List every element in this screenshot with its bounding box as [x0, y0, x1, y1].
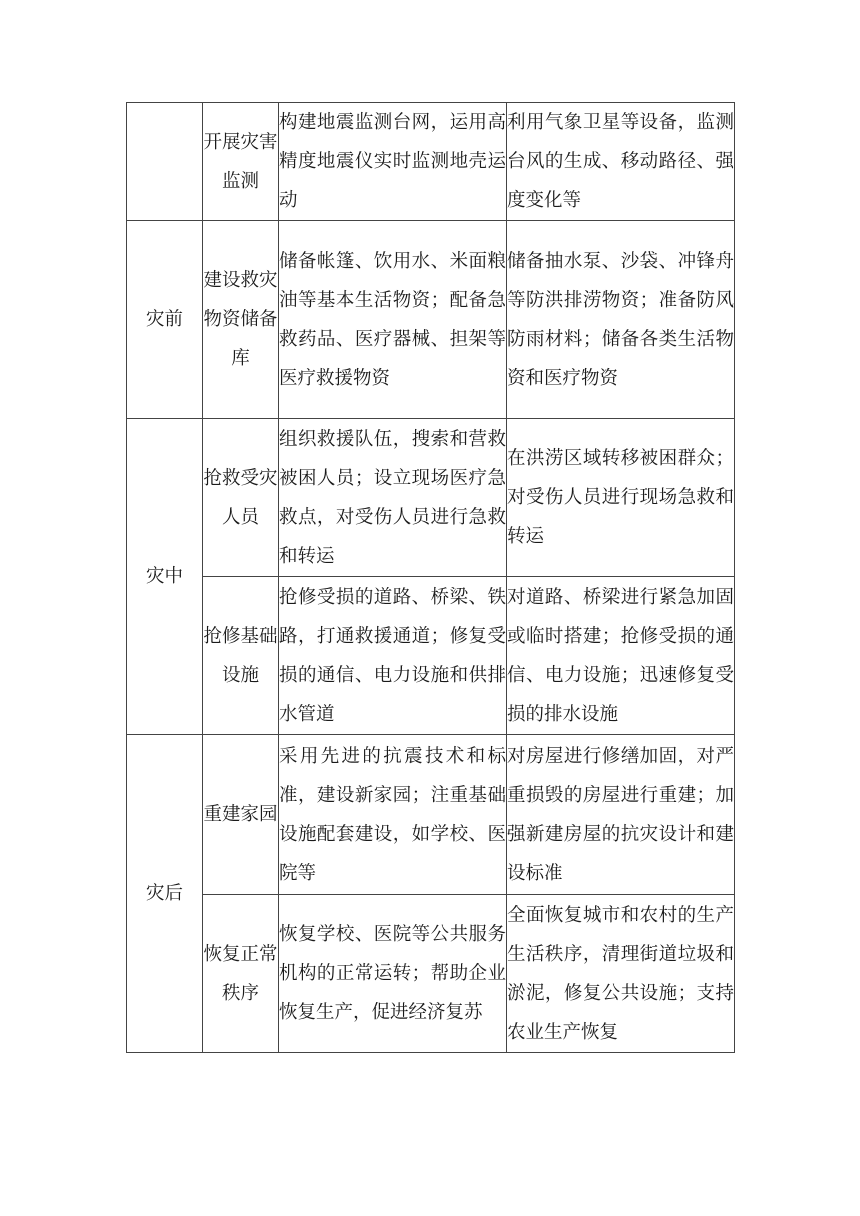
earthquake-cell	[279, 735, 507, 895]
measure-cell	[203, 735, 279, 895]
typhoon-flood-cell	[507, 735, 735, 895]
earthquake-cell	[279, 221, 507, 419]
earthquake-text: 构建地震监测台网，运用高精度地震仪实时监测地壳运动	[279, 112, 506, 211]
earthquake-cell	[279, 895, 507, 1053]
typhoon-flood-text: 储备抽水泵、沙袋、冲锋舟等防洪排涝物资；准备防风防雨材料；储备各类生活物资和医疗物资	[507, 250, 734, 389]
typhoon-flood-cell	[507, 103, 735, 221]
typhoon-flood-text: 对道路、桥梁进行紧急加固或临时搭建；抢修受损的通信、电力设施；迅速修复受损的排水设施	[507, 586, 734, 725]
table-row	[127, 577, 735, 735]
typhoon-flood-cell	[507, 221, 735, 419]
phase-cell	[127, 735, 203, 1053]
earthquake-cell	[279, 577, 507, 735]
table-row	[127, 735, 735, 895]
measure-cell	[203, 577, 279, 735]
measure-label: 重建家园	[203, 804, 278, 825]
table-row	[127, 419, 735, 577]
measure-label: 抢修基础设施	[203, 625, 278, 686]
typhoon-flood-cell	[507, 895, 735, 1053]
table-row	[127, 895, 735, 1053]
measure-cell	[203, 221, 279, 419]
phase-label: 灾中	[145, 566, 183, 587]
typhoon-flood-cell	[507, 577, 735, 735]
measure-label: 抢救受灾人员	[203, 467, 278, 528]
table-row	[127, 103, 735, 221]
measure-label: 建设救灾物资储备库	[203, 270, 278, 369]
phase-label: 灾后	[145, 883, 183, 904]
phase-cell	[127, 419, 203, 735]
measure-cell	[203, 895, 279, 1053]
phase-cell-empty	[127, 103, 203, 221]
earthquake-text: 恢复学校、医院等公共服务机构的正常运转；帮助企业恢复生产，促进经济复苏	[279, 924, 506, 1023]
earthquake-text: 组织救援队伍，搜索和营救被困人员；设立现场医疗急救点，对受伤人员进行急救和转运	[279, 428, 506, 567]
typhoon-flood-text: 在洪涝区域转移被困群众；对受伤人员进行现场急救和转运	[507, 448, 734, 547]
measure-cell	[203, 419, 279, 577]
phase-label: 灾前	[145, 309, 183, 330]
typhoon-flood-text: 对房屋进行修缮加固，对严重损毁的房屋进行重建；加强新建房屋的抗灾设计和建设标准	[507, 745, 734, 884]
earthquake-cell	[279, 103, 507, 221]
phase-cell	[127, 221, 203, 419]
measure-cell	[203, 103, 279, 221]
typhoon-flood-text: 利用气象卫星等设备，监测台风的生成、移动路径、强度变化等	[507, 112, 734, 211]
earthquake-text: 采用先进的抗震技术和标准，建设新家园；注重基础设施配套建设，如学校、医院等	[279, 745, 506, 884]
measure-label: 恢复正常秩序	[203, 943, 278, 1004]
typhoon-flood-text: 全面恢复城市和农村的生产生活秩序，清理街道垃圾和淤泥，修复公共设施；支持农业生产恢复	[507, 904, 734, 1043]
measure-label: 开展灾害监测	[203, 131, 278, 192]
earthquake-text: 储备帐篷、饮用水、米面粮油等基本生活物资；配备急救药品、医疗器械、担架等医疗救援物资	[279, 250, 506, 389]
disaster-response-table	[126, 102, 735, 1053]
earthquake-text: 抢修受损的道路、桥梁、铁路，打通救援通道；修复受损的通信、电力设施和供排水管道	[279, 586, 506, 725]
earthquake-cell	[279, 419, 507, 577]
typhoon-flood-cell	[507, 419, 735, 577]
table-row	[127, 221, 735, 419]
